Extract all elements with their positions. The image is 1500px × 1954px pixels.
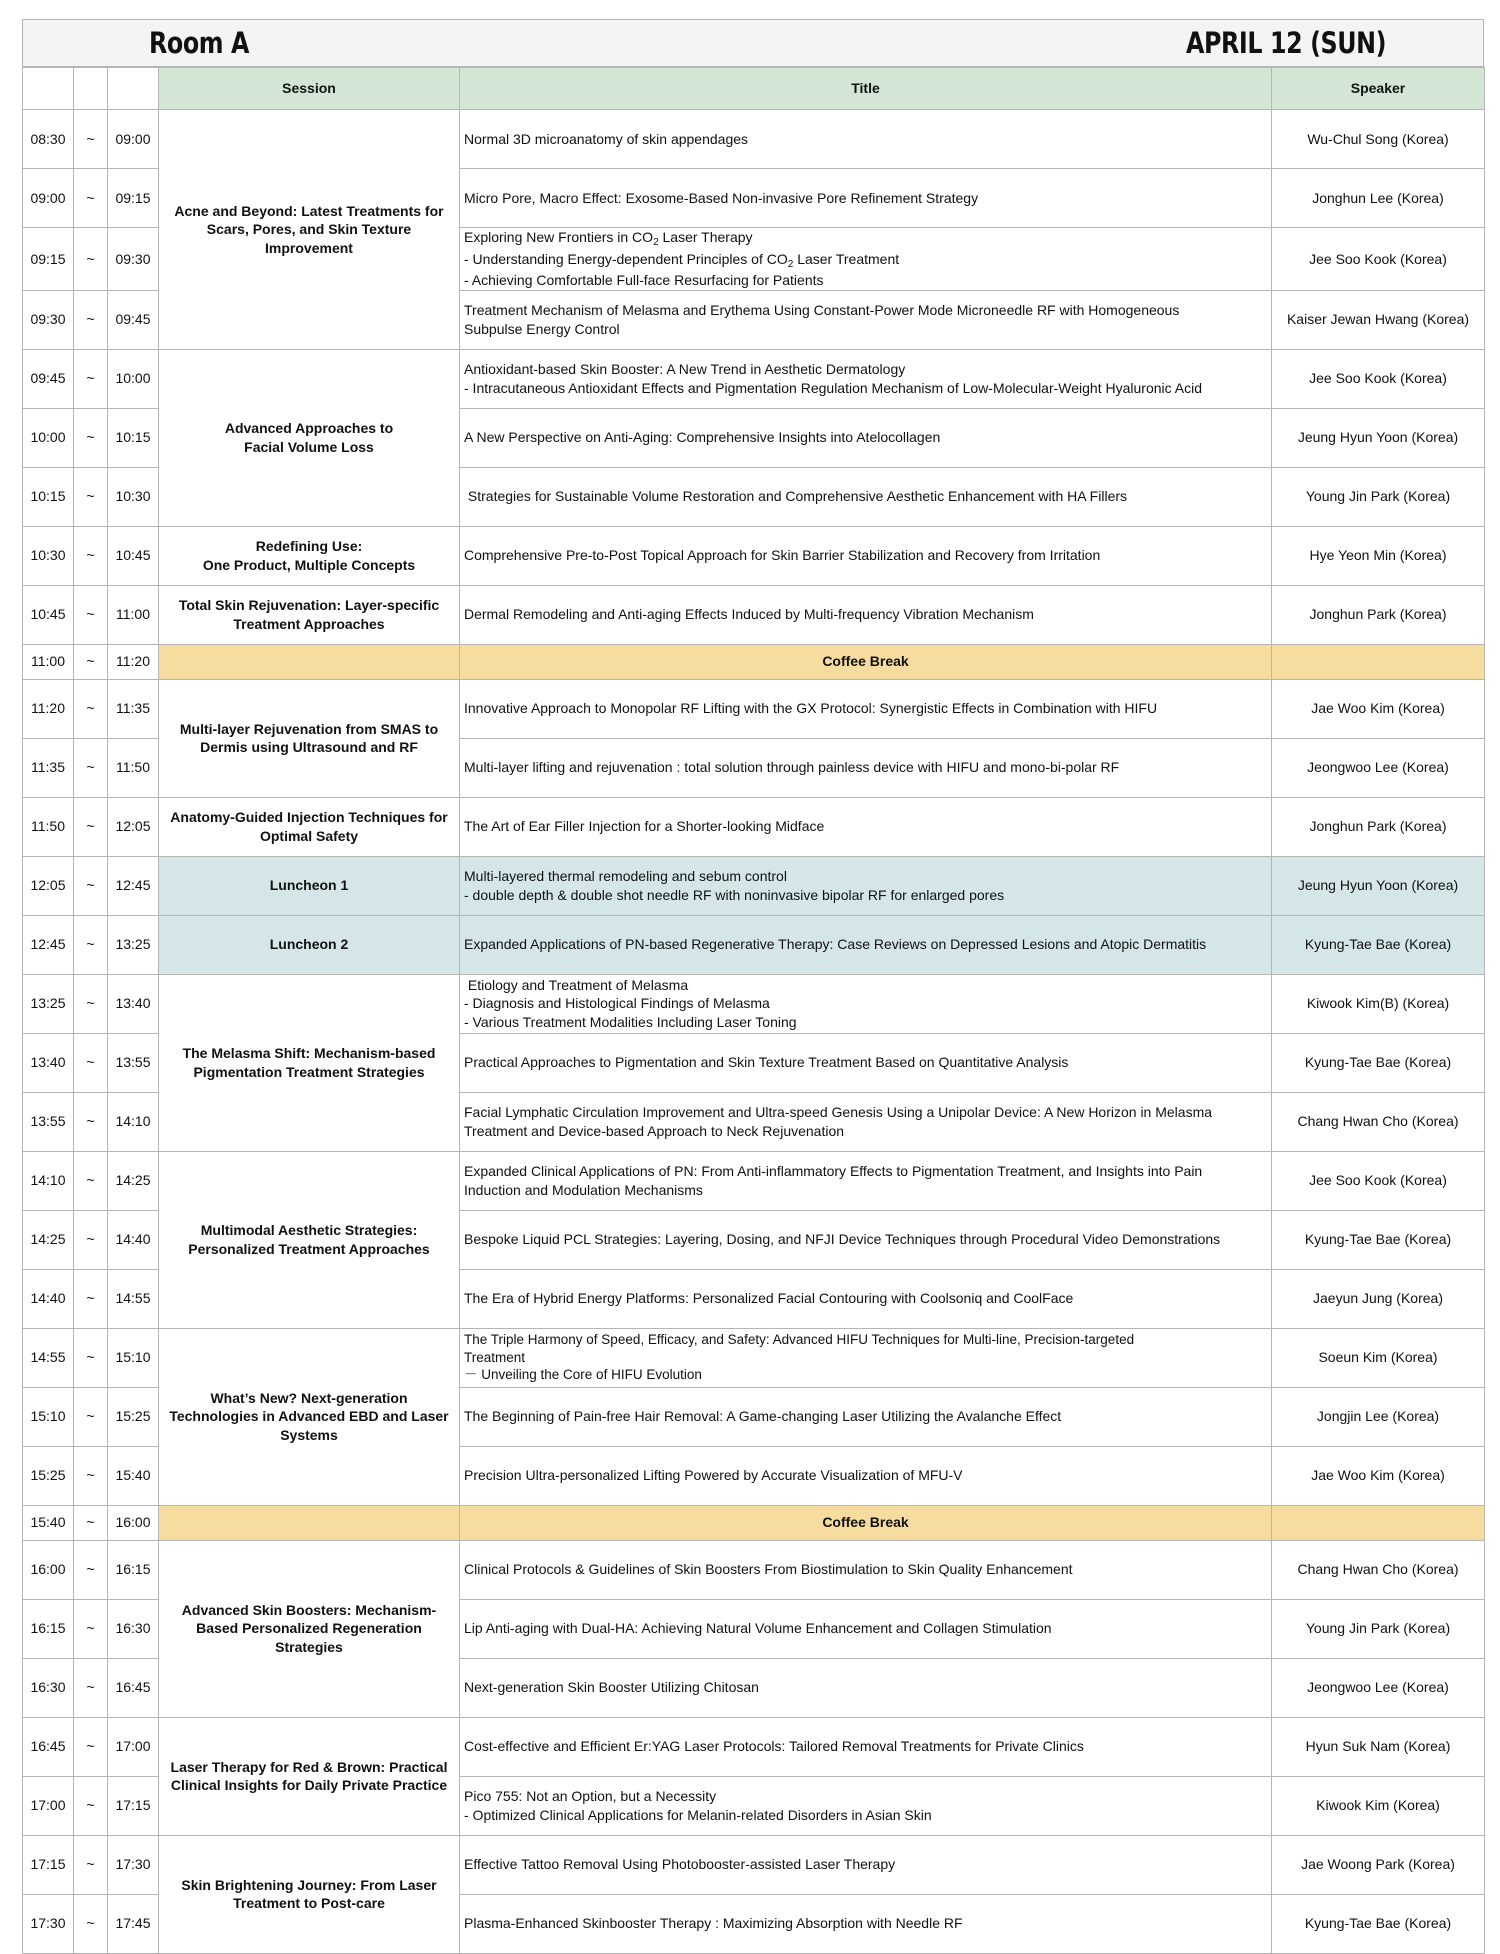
talk-title (460, 110, 1272, 169)
title-text: - Understanding Energy-dependent Principles of CO (464, 250, 788, 267)
session-line: Multimodal Aesthetic Strategies: (200, 1222, 418, 1238)
start-time: 10:00 (23, 408, 74, 467)
start-time: 11:20 (23, 679, 74, 738)
table-row (23, 585, 1485, 644)
coffee-break-label: Coffee Break (460, 644, 1272, 679)
talk-title (460, 974, 1272, 1033)
speaker: Hye Yeon Min (Korea) (1272, 526, 1485, 585)
start-time: 16:30 (23, 1658, 74, 1717)
time-separator: ~ (74, 110, 108, 169)
title-line (464, 250, 1267, 272)
talk-title (460, 1151, 1272, 1210)
table-row (23, 1717, 1485, 1776)
start-time: 14:10 (23, 1151, 74, 1210)
end-time: 10:15 (108, 408, 159, 467)
time-separator: ~ (74, 1151, 108, 1210)
time-separator: ~ (74, 1210, 108, 1269)
talk-title (460, 585, 1272, 644)
time-separator: ~ (74, 467, 108, 526)
title-line: The Beginning of Pain-free Hair Removal: A Game-changing Laser Utilizing the Avalanche Effect (464, 1408, 1062, 1425)
speaker: Kiwook Kim(B) (Korea) (1272, 974, 1485, 1033)
end-time: 17:30 (108, 1835, 159, 1894)
start-time: 17:00 (23, 1776, 74, 1835)
title-line: Antioxidant-based Skin Booster: A New Trend in Aesthetic Dermatology (464, 361, 906, 377)
title-line: Dermal Remodeling and Anti-aging Effects Induced by Multi-frequency Vibration Mechanism (464, 606, 1034, 623)
title-line (464, 228, 1267, 250)
session-cell (159, 349, 460, 526)
title-text: Exploring New Frontiers in CO (464, 229, 654, 245)
talk-title (460, 1092, 1272, 1151)
schedule-table (22, 67, 1485, 1954)
session-line: Based Personalized Regeneration (196, 1620, 422, 1637)
title-line: Multi-layered thermal remodeling and sebum control (464, 868, 787, 884)
session-line: Anatomy-Guided Injection Techniques for (170, 809, 448, 825)
start-time: 15:10 (23, 1387, 74, 1446)
speaker: Jee Soo Kook (Korea) (1272, 349, 1485, 408)
time-separator: ~ (74, 1387, 108, 1446)
title-line: Next-generation Skin Booster Utilizing Chitosan (464, 1679, 759, 1696)
coffee-break-fill (1272, 1505, 1485, 1540)
talk-title (460, 349, 1272, 408)
title-line: Etiology and Treatment of Melasma (464, 976, 689, 993)
title-text: Laser Treatment (793, 250, 900, 267)
schedule-sheet (22, 19, 1484, 1954)
end-time: 17:15 (108, 1776, 159, 1835)
table-row (23, 1328, 1485, 1387)
speaker: Jeung Hyun Yoon (Korea) (1272, 856, 1485, 915)
session-line: Redefining Use: (255, 538, 363, 554)
talk-title (460, 1210, 1272, 1269)
speaker: Jee Soo Kook (Korea) (1272, 228, 1485, 291)
speaker: Kaiser Jewan Hwang (Korea) (1272, 290, 1485, 349)
title-line: Cost-effective and Efficient Er:YAG Laser Protocols: Tailored Removal Treatments for Private Clinics (464, 1738, 1084, 1755)
speaker: Jae Woo Kim (Korea) (1272, 1446, 1485, 1505)
end-time: 11:20 (108, 644, 159, 679)
time-separator: ~ (74, 1540, 108, 1599)
end-time: 14:55 (108, 1269, 159, 1328)
coffee-break-fill (1272, 644, 1485, 679)
title-line: Multi-layer lifting and rejuvenation : total solution through painless device with HIFU and mono-bi-polar RF (464, 759, 1120, 776)
end-time: 12:45 (108, 856, 159, 915)
end-time: 13:25 (108, 915, 159, 974)
speaker: Jonghun Park (Korea) (1272, 797, 1485, 856)
start-time: 09:00 (23, 169, 74, 228)
start-time: 11:00 (23, 644, 74, 679)
header-session: Session (159, 68, 460, 110)
title-line: - double depth & double shot needle RF with noninvasive bipolar RF for enlarged pores (464, 886, 1005, 903)
time-separator: ~ (74, 1894, 108, 1953)
end-time: 09:00 (108, 110, 159, 169)
title-line: Treatment (464, 1349, 526, 1365)
time-separator: ~ (74, 349, 108, 408)
end-time: 09:15 (108, 169, 159, 228)
title-line: - Optimized Clinical Applications for Melanin-related Disorders in Asian Skin (464, 1806, 932, 1823)
title-line: Effective Tattoo Removal Using Photobooster-assisted Laser Therapy (464, 1856, 896, 1873)
session-line: Dermis using Ultrasound and RF (200, 739, 418, 755)
title-line: The Art of Ear Filler Injection for a Shorter-looking Midface (464, 818, 825, 835)
session-line: Treatment to Post-care (233, 1895, 385, 1911)
title-line: Clinical Protocols & Guidelines of Skin Boosters From Biostimulation to Skin Quality Enhancement (464, 1561, 1073, 1578)
end-time: 11:00 (108, 585, 159, 644)
room-header (22, 19, 1484, 67)
talk-title (460, 1776, 1272, 1835)
session-cell (159, 1835, 460, 1953)
session-line: Luncheon 1 (269, 877, 349, 894)
speaker: Kyung-Tae Bae (Korea) (1272, 1210, 1485, 1269)
session-cell (159, 915, 460, 974)
speaker: Hyun Suk Nam (Korea) (1272, 1717, 1485, 1776)
session-line: Treatment Approaches (233, 615, 385, 632)
end-time: 10:30 (108, 467, 159, 526)
title-line: Facial Lymphatic Circulation Improvement and Ultra-speed Genesis Using a Unipolar Device: A New Horizon in Melasma (464, 1104, 1213, 1120)
title-line: - Achieving Comfortable Full-face Resurfacing for Patients (464, 272, 824, 288)
title-line: Strategies for Sustainable Volume Restoration and Comprehensive Aesthetic Enhancement with HA Fillers (464, 488, 1128, 505)
title-line: Subpulse Energy Control (464, 320, 620, 337)
session-line: Acne and Beyond: Latest Treatments for (174, 202, 444, 219)
session-cell (159, 1328, 460, 1505)
coffee-break-row (23, 1505, 1485, 1540)
time-separator: ~ (74, 1599, 108, 1658)
start-time: 13:40 (23, 1033, 74, 1092)
talk-title (460, 1387, 1272, 1446)
session-line: Strategies (275, 1638, 343, 1655)
session-line: Clinical Insights for Daily Private Practice (170, 1777, 448, 1793)
end-time: 15:10 (108, 1328, 159, 1387)
title-line: Induction and Modulation Mechanisms (464, 1181, 703, 1198)
speaker: Jeung Hyun Yoon (Korea) (1272, 408, 1485, 467)
coffee-break-label: Coffee Break (460, 1505, 1272, 1540)
speaker: Jonghun Lee (Korea) (1272, 169, 1485, 228)
speaker: Young Jin Park (Korea) (1272, 1599, 1485, 1658)
title-line: The Era of Hybrid Energy Platforms: Personalized Facial Contouring with Coolsoniq and CoolFace (464, 1290, 1074, 1307)
talk-title (460, 408, 1272, 467)
talk-title (460, 467, 1272, 526)
session-line: Total Skin Rejuvenation: Layer-specific (178, 597, 440, 613)
session-line: Technologies in Advanced EBD and Laser (169, 1408, 449, 1425)
time-separator: ~ (74, 585, 108, 644)
end-time: 12:05 (108, 797, 159, 856)
session-line: Luncheon 2 (269, 936, 349, 953)
speaker: Kyung-Tae Bae (Korea) (1272, 1894, 1485, 1953)
talk-title (460, 290, 1272, 349)
subscript: 2 (653, 237, 659, 248)
title-line: Treatment and Device-based Approach to Neck Rejuvenation (464, 1122, 845, 1139)
title-line: Normal 3D microanatomy of skin appendages (464, 130, 749, 147)
end-time: 16:30 (108, 1599, 159, 1658)
time-separator: ~ (74, 1658, 108, 1717)
table-row (23, 679, 1485, 738)
end-time: 11:50 (108, 738, 159, 797)
session-line: Multi-layer Rejuvenation from SMAS to (179, 720, 439, 737)
time-separator: ~ (74, 644, 108, 679)
title-line: The Triple Harmony of Speed, Efficacy, and Safety: Advanced HIFU Techniques for Multi-line, Precision-targeted (464, 1332, 1135, 1348)
time-separator: ~ (74, 169, 108, 228)
session-cell (159, 974, 460, 1151)
speaker: Jae Woong Park (Korea) (1272, 1835, 1485, 1894)
time-separator: ~ (74, 290, 108, 349)
start-time: 14:40 (23, 1269, 74, 1328)
session-line: Personalized Treatment Approaches (188, 1240, 430, 1257)
end-time: 16:00 (108, 1505, 159, 1540)
end-time: 14:40 (108, 1210, 159, 1269)
title-line: Treatment Mechanism of Melasma and Erythema Using Constant-Power Mode Microneedle RF with Homogeneous (464, 302, 1180, 318)
start-time: 09:15 (23, 228, 74, 291)
session-line: Scars, Pores, and Skin Texture (206, 221, 412, 237)
table-row (23, 526, 1485, 585)
session-cell (159, 110, 460, 350)
title-line: Plasma-Enhanced Skinbooster Therapy : Maximizing Absorption with Needle RF (464, 1915, 963, 1932)
time-separator: ~ (74, 679, 108, 738)
end-time: 09:45 (108, 290, 159, 349)
title-line: Comprehensive Pre-to-Post Topical Approach for Skin Barrier Stabilization and Recovery from Irritation (464, 547, 1101, 564)
start-time: 10:45 (23, 585, 74, 644)
start-time: 15:40 (23, 1505, 74, 1540)
time-separator: ~ (74, 856, 108, 915)
time-separator: ~ (74, 526, 108, 585)
talk-title (460, 1658, 1272, 1717)
start-time: 17:30 (23, 1894, 74, 1953)
title-line: Expanded Clinical Applications of PN: From Anti-inflammatory Effects to Pigmentation Treatment, and Insights into Pain (464, 1163, 1203, 1179)
end-time: 14:25 (108, 1151, 159, 1210)
time-separator: ~ (74, 1092, 108, 1151)
time-separator: ~ (74, 1328, 108, 1387)
start-time: 15:25 (23, 1446, 74, 1505)
header-speaker: Speaker (1272, 68, 1485, 110)
end-time: 13:55 (108, 1033, 159, 1092)
title-line: A New Perspective on Anti-Aging: Comprehensive Insights into Atelocollagen (464, 429, 941, 446)
start-time: 11:50 (23, 797, 74, 856)
talk-title (460, 1835, 1272, 1894)
time-separator: ~ (74, 1269, 108, 1328)
speaker: Kyung-Tae Bae (Korea) (1272, 915, 1485, 974)
speaker: Soeun Kim (Korea) (1272, 1328, 1485, 1387)
start-time: 12:05 (23, 856, 74, 915)
title-line: Pico 755: Not an Option, but a Necessity (464, 1788, 717, 1804)
title-line: － Unveiling the Core of HIFU Evolution (464, 1367, 702, 1383)
title-line: Bespoke Liquid PCL Strategies: Layering, Dosing, and NFJI Device Techniques through Procedural Video Demonstrations (464, 1231, 1221, 1248)
end-time: 13:40 (108, 974, 159, 1033)
talk-title (460, 228, 1272, 291)
end-time: 16:45 (108, 1658, 159, 1717)
end-time: 14:10 (108, 1092, 159, 1151)
session-cell (159, 856, 460, 915)
room-date: APRIL 12 (SUN) (1186, 26, 1387, 60)
time-separator: ~ (74, 1717, 108, 1776)
time-separator: ~ (74, 1505, 108, 1540)
speaker: Jee Soo Kook (Korea) (1272, 1151, 1485, 1210)
end-time: 10:00 (108, 349, 159, 408)
speaker: Jaeyun Jung (Korea) (1272, 1269, 1485, 1328)
time-separator: ~ (74, 1446, 108, 1505)
end-time: 15:40 (108, 1446, 159, 1505)
speaker: Chang Hwan Cho (Korea) (1272, 1540, 1485, 1599)
talk-title (460, 169, 1272, 228)
start-time: 14:55 (23, 1328, 74, 1387)
talk-title (460, 797, 1272, 856)
session-line: Skin Brightening Journey: From Laser (181, 1876, 437, 1893)
speaker: Young Jin Park (Korea) (1272, 467, 1485, 526)
header-blank-end (108, 68, 159, 110)
speaker: Jae Woo Kim (Korea) (1272, 679, 1485, 738)
room-title: Room A (149, 26, 249, 60)
table-row (23, 1540, 1485, 1599)
time-separator: ~ (74, 797, 108, 856)
start-time: 13:55 (23, 1092, 74, 1151)
start-time: 14:25 (23, 1210, 74, 1269)
talk-title (460, 1894, 1272, 1953)
start-time: 16:15 (23, 1599, 74, 1658)
session-line: Laser Therapy for Red & Brown: Practical (170, 1758, 448, 1775)
table-row (23, 110, 1485, 169)
session-line: Improvement (265, 239, 353, 256)
end-time: 17:00 (108, 1717, 159, 1776)
end-time: 11:35 (108, 679, 159, 738)
header-title: Title (460, 68, 1272, 110)
session-line: Facial Volume Loss (244, 438, 374, 455)
speaker: Jeongwoo Lee (Korea) (1272, 738, 1485, 797)
talk-title (460, 1540, 1272, 1599)
start-time: 11:35 (23, 738, 74, 797)
table-row (23, 349, 1485, 408)
start-time: 17:15 (23, 1835, 74, 1894)
end-time: 15:25 (108, 1387, 159, 1446)
session-line: The Melasma Shift: Mechanism-based (182, 1045, 436, 1061)
speaker: Jongjin Lee (Korea) (1272, 1387, 1485, 1446)
table-row (23, 1835, 1485, 1894)
start-time: 09:30 (23, 290, 74, 349)
session-line: Advanced Skin Boosters: Mechanism- (181, 1601, 437, 1618)
session-line: Systems (280, 1426, 338, 1443)
title-text: Laser Therapy (658, 229, 753, 245)
header-blank-tilde (74, 68, 108, 110)
time-separator: ~ (74, 738, 108, 797)
session-line: Advanced Approaches to (224, 420, 394, 436)
speaker: Jeongwoo Lee (Korea) (1272, 1658, 1485, 1717)
table-row (23, 1151, 1485, 1210)
start-time: 16:00 (23, 1540, 74, 1599)
end-time: 16:15 (108, 1540, 159, 1599)
speaker: Jonghun Park (Korea) (1272, 585, 1485, 644)
talk-title (460, 915, 1272, 974)
time-separator: ~ (74, 228, 108, 291)
speaker: Chang Hwan Cho (Korea) (1272, 1092, 1485, 1151)
start-time: 10:15 (23, 467, 74, 526)
subscript: 2 (787, 258, 794, 270)
title-line: Expanded Applications of PN-based Regenerative Therapy: Case Reviews on Depressed Lesions and Atopic Dermatitis (464, 936, 1207, 953)
speaker: Wu-Chul Song (Korea) (1272, 110, 1485, 169)
end-time: 09:30 (108, 228, 159, 291)
session-cell (159, 585, 460, 644)
coffee-break-fill (159, 644, 460, 679)
session-line: Pigmentation Treatment Strategies (193, 1063, 425, 1080)
start-time: 12:45 (23, 915, 74, 974)
title-line: - Various Treatment Modalities Including Laser Toning (464, 1013, 797, 1030)
time-separator: ~ (74, 974, 108, 1033)
luncheon-row (23, 856, 1485, 915)
luncheon-row (23, 915, 1485, 974)
talk-title (460, 1269, 1272, 1328)
talk-title (460, 679, 1272, 738)
start-time: 16:45 (23, 1717, 74, 1776)
column-header-row (23, 68, 1485, 110)
end-time: 17:45 (108, 1894, 159, 1953)
talk-title (460, 1033, 1272, 1092)
time-separator: ~ (74, 1776, 108, 1835)
talk-title (460, 738, 1272, 797)
session-cell (159, 679, 460, 797)
table-row (23, 974, 1485, 1033)
session-cell (159, 526, 460, 585)
talk-title (460, 1446, 1272, 1505)
session-cell (159, 797, 460, 856)
talk-title (460, 1717, 1272, 1776)
start-time: 13:25 (23, 974, 74, 1033)
table-row (23, 797, 1485, 856)
title-line: Micro Pore, Macro Effect: Exosome-Based Non-invasive Pore Refinement Strategy (464, 189, 979, 206)
talk-title (460, 1328, 1272, 1387)
end-time: 10:45 (108, 526, 159, 585)
talk-title (460, 1599, 1272, 1658)
session-cell (159, 1151, 460, 1328)
session-line: Optimal Safety (259, 827, 359, 844)
time-separator: ~ (74, 408, 108, 467)
start-time: 10:30 (23, 526, 74, 585)
talk-title (460, 856, 1272, 915)
title-line: Practical Approaches to Pigmentation and Skin Texture Treatment Based on Quantitative Analysis (464, 1054, 1069, 1071)
time-separator: ~ (74, 1835, 108, 1894)
coffee-break-fill (159, 1505, 460, 1540)
header-blank-start (23, 68, 74, 110)
session-line: One Product, Multiple Concepts (202, 556, 416, 573)
title-line: Innovative Approach to Monopolar RF Lifting with the GX Protocol: Synergistic Effects in Combination with HIFU (464, 700, 1158, 717)
title-line: Precision Ultra-personalized Lifting Powered by Accurate Visualization of MFU-V (464, 1467, 963, 1484)
title-line: Lip Anti-aging with Dual-HA: Achieving Natural Volume Enhancement and Collagen Stimulation (464, 1620, 1052, 1637)
title-line: - Intracutaneous Antioxidant Effects and Pigmentation Regulation Mechanism of Low-Molecular-Weight Hyaluronic Acid (464, 379, 1202, 396)
coffee-break-row (23, 644, 1485, 679)
time-separator: ~ (74, 1033, 108, 1092)
start-time: 08:30 (23, 110, 74, 169)
session-line: What’s New? Next-generation (210, 1389, 408, 1406)
time-separator: ~ (74, 915, 108, 974)
session-cell (159, 1540, 460, 1717)
title-line: - Diagnosis and Histological Findings of Melasma (464, 995, 770, 1012)
start-time: 09:45 (23, 349, 74, 408)
speaker: Kyung-Tae Bae (Korea) (1272, 1033, 1485, 1092)
speaker: Kiwook Kim (Korea) (1272, 1776, 1485, 1835)
session-cell (159, 1717, 460, 1835)
talk-title (460, 526, 1272, 585)
